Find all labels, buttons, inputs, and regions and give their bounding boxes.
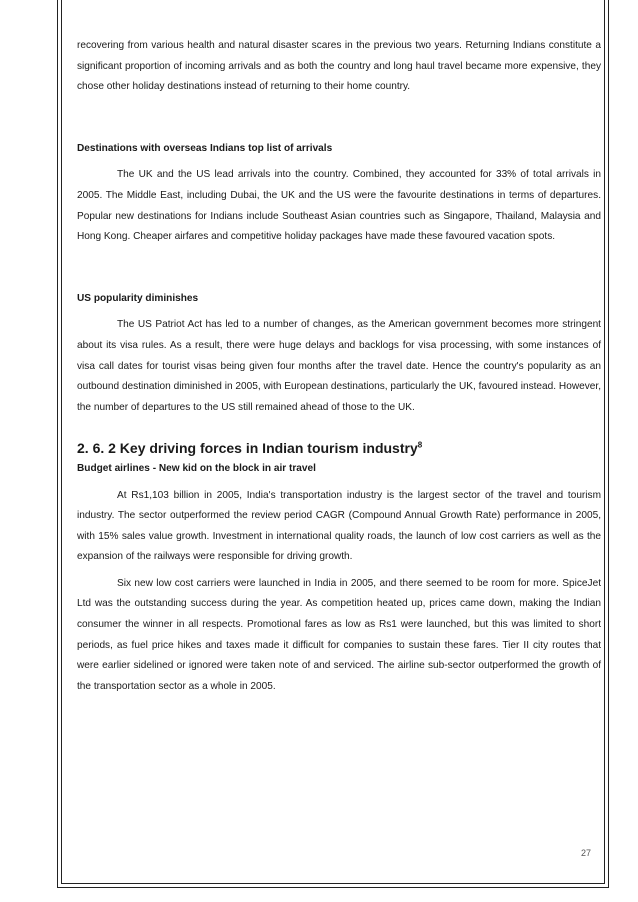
paragraph-transport: At Rs1,103 billion in 2005, India's transportation industry is the largest sector of the travel and tourism industry. The sector outperformed the review period CAGR (Compound Annual Growth Rate) performance in 2005, with 15% sales value growth. Investment in international quality roads, the launch of low cost carriers as well as the expansion of the railways were responsible for driving growth. — [77, 489, 601, 563]
paragraph-low-cost: Six new low cost carriers were launched in India in 2005, and there seemed to be room for more. SpiceJet Ltd was the outstanding success during the year. As competition heated up, prices came down, making the Indian consumer the winner in all respects. Promotional fares as low as Rs1 were launched, but this was limited to short periods, as fuel price hikes and taxes made it difficult for companies to sustain these fares. Tier II city routes that were earlier sidelined or ignored were taken note of and serviced. The airline sub-sector outperformed the growth of the transportation sector as a whole in 2005. — [77, 577, 601, 692]
paragraph-continued: recovering from various health and natural disaster scares in the previous two years. Returning Indians constitute a significant proportion of incoming arrivals and as both the country and long haul travel became more expensive, they chose other holiday destinations instead of returning to their home country. — [77, 40, 601, 93]
section-heading: 2. 6. 2 Key driving forces in Indian tourism industry$^8$ — [77, 440, 423, 457]
heading-us-popularity: US popularity diminishes — [77, 292, 199, 304]
heading-destinations: Destinations with overseas Indians top list of arrivals — [77, 142, 333, 154]
page-number: 27 — [581, 848, 592, 858]
footnote-ref: 8 — [417, 440, 423, 450]
paragraph-destinations: The UK and the US lead arrivals into the country. Combined, they accounted for 33% of total arrivals in 2005. The Middle East, including Dubai, the UK and the US were the favourite destinations in terms of departures. Popular new destinations for Indians include Southeast Asian countries such as Singapore, Thailand, Malaysia and Hong Kong. Cheaper airfares and competitive holiday packages have made these favoured vacation spots. — [77, 169, 601, 243]
heading-budget-airlines: Budget airlines - New kid on the block in air travel — [77, 462, 316, 474]
document-body — [77, 36, 601, 697]
paragraph-us-popularity: The US Patriot Act has led to a number of changes, as the American government becomes more stringent about its visa rules. As a result, there were huge delays and backlogs for visa processing, with some instances of visa call dates for tourist visas being given four months after the travel date. Hence the country's popularity as an outbound destination diminished in 2005, with European destinations, particularly the UK, favoured instead. However, the number of departures to the US still remained ahead of those to the UK. — [77, 319, 601, 413]
